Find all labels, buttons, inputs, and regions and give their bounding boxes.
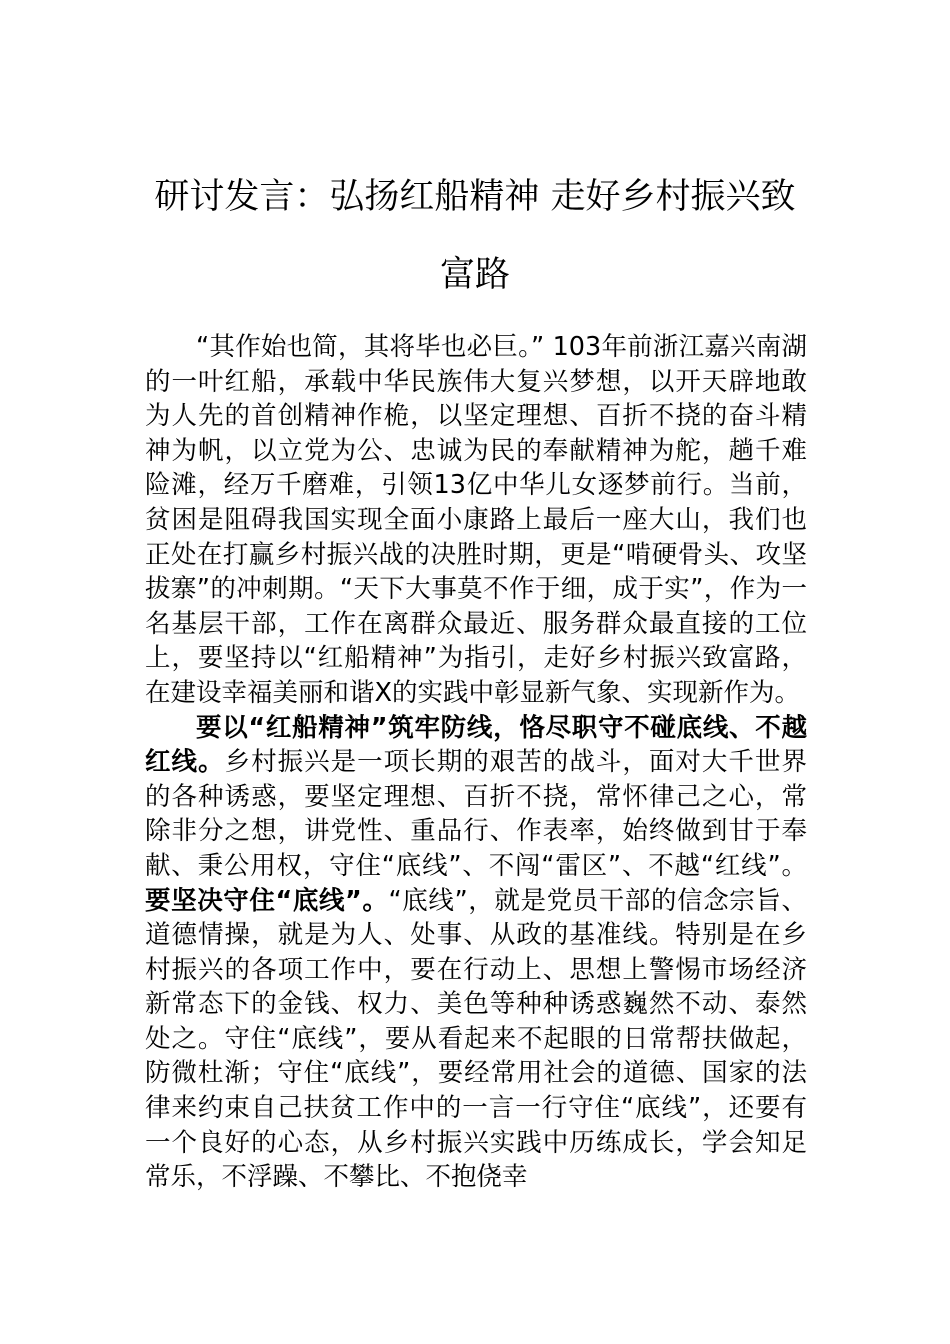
document-title: 研讨发言：弘扬红船精神 走好乡村振兴致富路: [154, 177, 796, 295]
paragraph-text-1: 乡村振兴是一项长期的艰苦的战斗，面对大千世界的各种诱惑，要坚定理想、百折不挠，常怀律己之心，常除非分之想，讲党性、重品行、作表率，始终做到甘于奉献、秉公用权，守住“底线”、不闯“雷区”、不越“红线”。: [145, 747, 807, 881]
document-body: [145, 330, 807, 1195]
paragraph-intro: “其作始也简，其将毕也必巨。” 103年前浙江嘉兴南湖的一叶红船，承载中华民族伟大复兴梦想，以开天辟地敢为人先的首创精神作桅，以坚定理想、百折不挠的奋斗精神为帆，以立党为公、忠诚为民的奉献精神为舵，趟千难险滩，经万千磨难，引领13亿中华儿女逐梦前行。当前，贫困是阻碍我国实现全面小康路上最后一座大山，我们也正处在打赢乡村振兴战的决胜时期，更是“啃硬骨头、攻坚拔寨”的冲刺期。“天下大事莫不作于细，成于实”，作为一名基层干部，工作在离群众最近、服务群众最直接的工位上，要坚持以“红船精神”为指引，走好乡村振兴致富路，在建设幸福美丽和谐X的实践中彰显新气象、实现新作为。: [145, 332, 807, 708]
paragraph-red-boat-defense: [145, 711, 807, 1195]
paragraph-bold-mid: 要坚决守住“底线”。: [145, 885, 389, 916]
paragraph-text-2: “底线”，就是党员干部的信念宗旨、道德情操，就是为人、处事、从政的基准线。特别是在乡村振兴的各项工作中，要在行动上、思想上警惕市场经济新常态下的金钱、权力、美色等种种诱惑巍然不动、泰然处之。守住“底线”，要从看起来不起眼的日常帮扶做起，防微杜渐；守住“底线”，要经常用社会的道德、国家的法律来约束自己扶贫工作中的一言一行守住“底线”，还要有一个良好的心态，从乡村振兴实践中历练成长，学会知足常乐，不浮躁、不攀比、不抱侥幸: [145, 885, 807, 1193]
paragraph-bold-lead: 要以“红船精神”筑牢防线，恪尽职守不碰底线、不越红线。: [145, 712, 807, 778]
